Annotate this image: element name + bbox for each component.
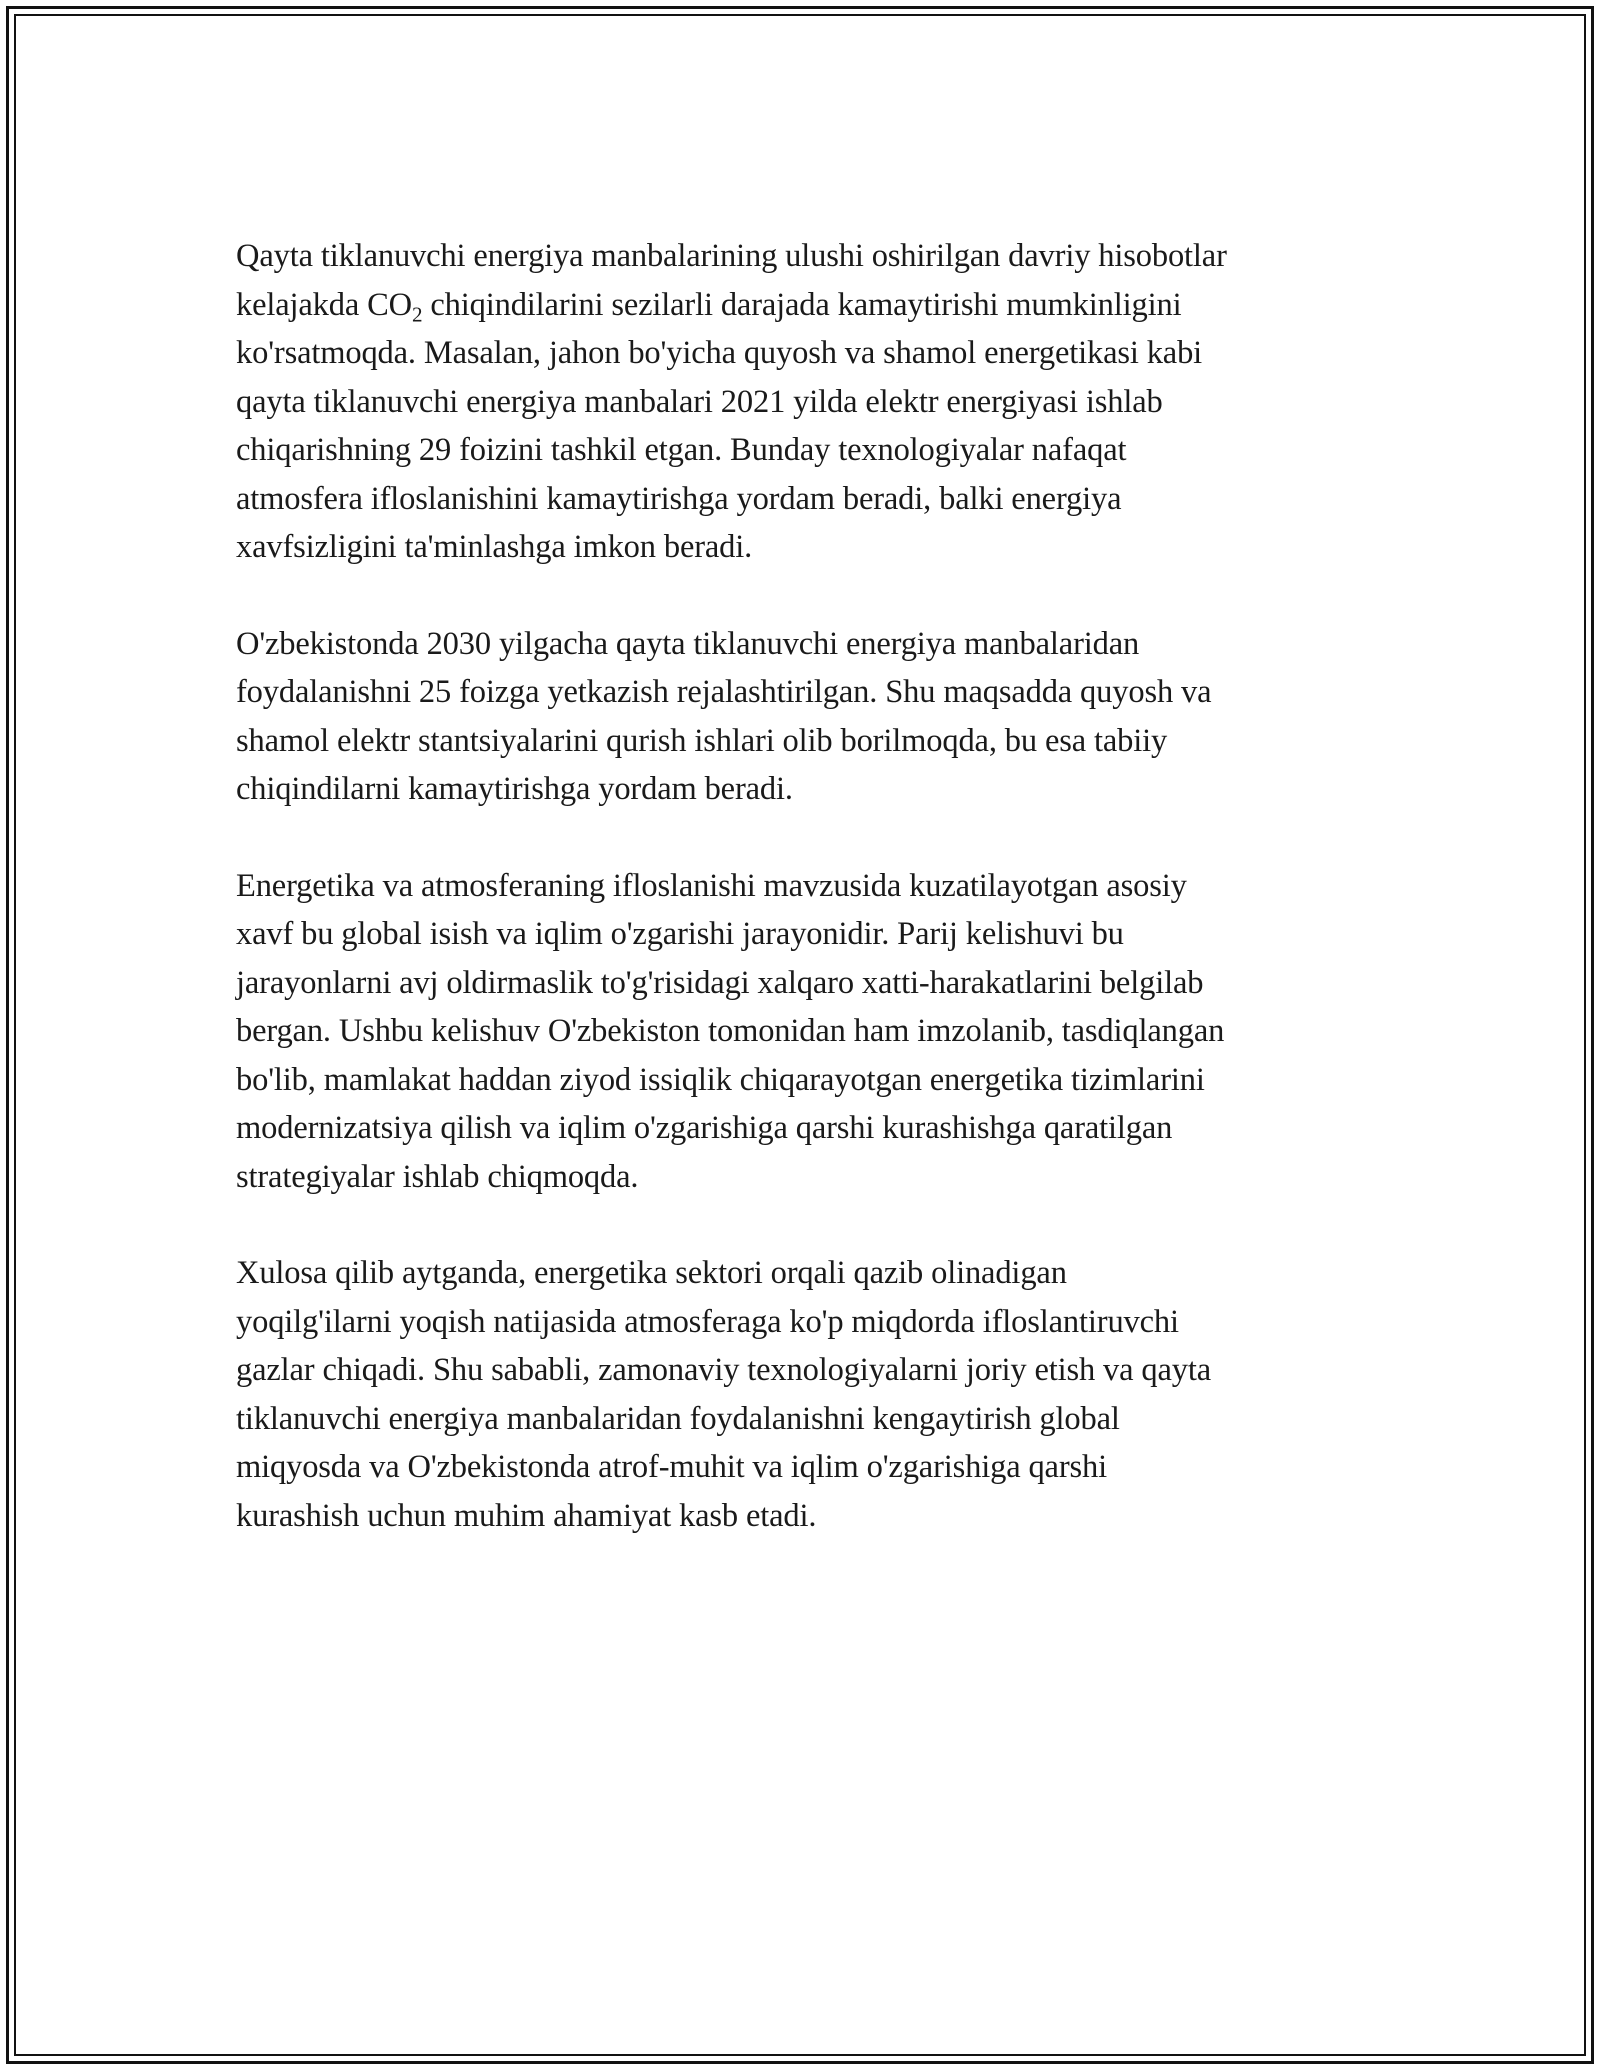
text-line: shamol elektr stantsiyalarini qurish ishlari olib borilmoqda, bu esa tabiiy — [236, 722, 1168, 759]
text-line: bo'lib, mamlakat haddan ziyod issiqlik chiqarayotgan energetika tizimlarini — [236, 1061, 1205, 1098]
text-line: jarayonlarni avj oldirmaslik to'g'risidagi xalqaro xatti-harakatlarini belgilab — [236, 964, 1204, 1001]
text-line: O'zbekistonda 2030 yilgacha qayta tiklanuvchi energiya manbalaridan — [236, 625, 1140, 662]
text-line: gazlar chiqadi. Shu sababli, zamonaviy texnologiyalarni joriy etish va qayta — [236, 1352, 1212, 1388]
text-line: qayta tiklanuvchi energiya manbalari 2021 yilda elektr energiyasi ishlab — [236, 383, 1163, 420]
text-segment: chiqindilarini sezilarli darajada kamaytirishi mumkinligini — [422, 286, 1182, 323]
text-line: yoqilg'ilarni yoqish natijasida atmosferaga ko'p miqdorda ifloslantiruvchi — [236, 1303, 1179, 1340]
text-line: miqyosda va O'zbekistonda atrof-muhit va iqlim o'zgarishiga qarshi — [236, 1449, 1107, 1485]
text-line: chiqarishning 29 foizini tashkil etgan. Bunday texnologiyalar nafaqat — [236, 432, 1127, 468]
text-line: ko'rsatmoqda. Masalan, jahon bo'yicha quyosh va shamol energetikasi kabi — [236, 335, 1203, 371]
subscript: 2 — [411, 301, 423, 326]
document-body — [236, 232, 1386, 1588]
text-line: chiqindilarni kamaytirishga yordam beradi. — [236, 771, 793, 807]
paragraph-conclusion — [236, 1249, 1386, 1540]
text-line: Energetika va atmosferaning ifloslanishi mavzusida kuzatilayotgan asosiy — [236, 867, 1187, 904]
text-line: xavfsizligini ta'minlashga imkon beradi. — [236, 529, 753, 565]
text-line: modernizatsiya qilish va iqlim o'zgarishiga qarshi kurashishga qaratilgan — [236, 1110, 1173, 1146]
text-line — [236, 281, 1386, 330]
text-line: Qayta tiklanuvchi energiya manbalarining ulushi oshirilgan davriy hisobotlar — [236, 238, 1227, 274]
text-line: tiklanuvchi energiya manbalaridan foydalanishni kengaytirish global — [236, 1400, 1120, 1437]
text-line: Xulosa qilib aytganda, energetika sektori orqali qazib olinadigan — [236, 1255, 1067, 1291]
text-line: xavf bu global isish va iqlim o'zgarishi jarayonidir. Parij kelishuvi bu — [236, 916, 1124, 952]
text-line: atmosfera ifloslanishini kamaytirishga yordam beradi, balki energiya — [236, 480, 1122, 517]
text-line: strategiyalar ishlab chiqmoqda. — [236, 1158, 639, 1195]
text-line: foydalanishni 25 foizga yetkazish rejalashtirilgan. Shu maqsadda quyosh va — [236, 674, 1212, 710]
paragraph-renewable-share — [236, 232, 1386, 572]
text-line: bergan. Ushbu kelishuv O'zbekiston tomonidan ham imzolanib, tasdiqlangan — [236, 1013, 1225, 1049]
text-line: kurashish uchun muhim ahamiyat kasb etadi. — [236, 1497, 817, 1534]
text-segment: kelajakda CO — [236, 286, 412, 323]
paragraph-paris-agreement — [236, 862, 1386, 1202]
paragraph-uzbekistan-2030 — [236, 620, 1386, 814]
